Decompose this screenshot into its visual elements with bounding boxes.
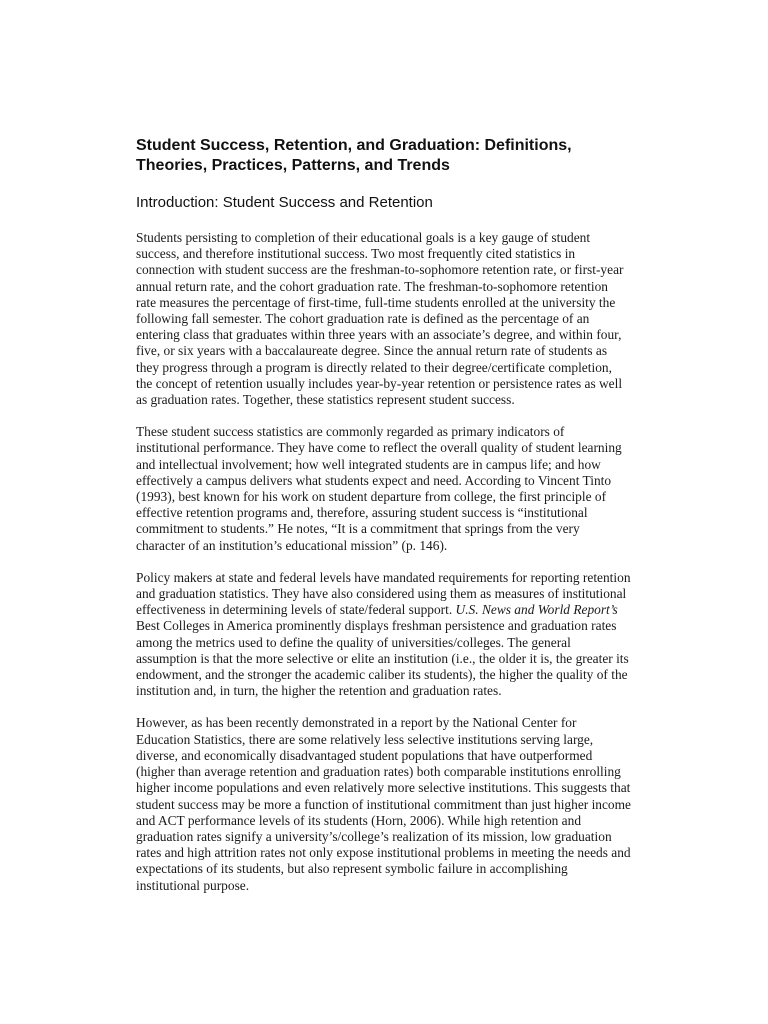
text-line: Policy makers at state and federal levels have mandated requirements for reporting retention <box>136 569 631 585</box>
text-line: graduation rates signify a university’s/college’s realization of its mission, low graduation <box>136 828 612 844</box>
publication-title: U.S. News and World Report’s <box>455 602 618 618</box>
text-line: diverse, and economically disadvantaged student populations that have outperformed <box>136 747 593 763</box>
text-line: student success may be more a function of institutional commitment than just higher income <box>136 796 631 812</box>
section-heading: Introduction: Student Success and Retention <box>136 194 433 211</box>
text-line: effectively a campus delivers what students expect and need. According to Vincent Tinto <box>136 472 612 488</box>
text-line: the concept of retention usually includes year-by-year retention or persistence rates as well <box>136 375 623 391</box>
text-line: five, or six years with a baccalaureate degree. Since the annual return rate of students as <box>136 343 608 359</box>
text-line: annual return rate, and the cohort graduation rate. The freshman-to-sophomore retention <box>136 278 608 294</box>
text-line: institution and, in turn, the higher the retention and graduation rates. <box>136 683 502 699</box>
text-line: Best Colleges in America prominently displays freshman persistence and graduation rates <box>136 618 617 634</box>
paragraph-3 <box>136 570 646 700</box>
text-line: and graduation statistics. They have also considered using them as measures of institutional <box>136 586 627 602</box>
text-line: (higher than average retention and graduation rates) both comparable institutions enrolling <box>136 764 621 780</box>
text-line: following fall semester. The cohort graduation rate is defined as the percentage of an <box>136 311 590 327</box>
text-line: assumption is that the more selective or elite an institution (i.e., the older it is, the greater its <box>136 650 629 666</box>
text-line: institutional performance. They have come to reflect the overall quality of student learning <box>136 440 622 456</box>
paragraph-4 <box>136 715 646 893</box>
text-line: expectations of its students, but also represent symbolic failure in accomplishing <box>136 861 568 877</box>
text-line: These student success statistics are commonly regarded as primary indicators of <box>136 424 565 440</box>
text-line: connection with student success are the freshman-to-sophomore retention rate, or first-year <box>136 262 624 278</box>
text-line: rates and high attrition rates not only expose institutional problems in meeting the needs and <box>136 845 631 861</box>
document-title <box>136 136 646 176</box>
paragraph-1 <box>136 230 646 408</box>
text-line: they progress through a program is directly related to their degree/certificate completion, <box>136 359 612 375</box>
document-content <box>136 136 646 894</box>
text-line: as graduation rates. Together, these statistics represent student success. <box>136 392 515 408</box>
text-line: higher income populations and even relatively more selective institutions. This suggests that <box>136 780 631 796</box>
text-line: However, as has been recently demonstrated in a report by the National Center for <box>136 715 577 731</box>
text-line: commitment to students.” He notes, “It is a commitment that springs from the very <box>136 521 580 537</box>
text-segment: effectiveness in determining levels of state/federal support. <box>136 602 456 618</box>
document-title-line: Student Success, Retention, and Graduation: Definitions, <box>136 137 572 154</box>
text-line: rate measures the percentage of first-time, full-time students enrolled at the university the <box>136 294 616 310</box>
document-title-line: Theories, Practices, Patterns, and Trends <box>136 157 450 174</box>
text-line: among the metrics used to define the quality of universities/colleges. The general <box>136 634 571 650</box>
text-line: and intellectual involvement; how well integrated students are in campus life; and how <box>136 456 601 472</box>
text-line: endowment, and the stronger the academic caliber its students), the higher the quality of the <box>136 667 628 683</box>
text-line: success, and therefore institutional success. Two most frequently cited statistics in <box>136 246 576 262</box>
text-line: Students persisting to completion of their educational goals is a key gauge of student <box>136 230 591 245</box>
text-line: and ACT performance levels of its students (Horn, 2006). While high retention and <box>136 812 582 828</box>
text-line: effective retention programs and, therefore, assuring student success is “institutional <box>136 505 588 521</box>
paragraph-2 <box>136 424 646 554</box>
text-line: entering class that graduates within three years with an associate’s degree, and within four, <box>136 327 622 343</box>
text-line: Education Statistics, there are some relatively less selective institutions serving large, <box>136 731 594 747</box>
text-line <box>136 602 646 618</box>
text-line: character of an institution’s educational mission” (p. 146). <box>136 537 448 553</box>
text-line: (1993), best known for his work on student departure from college, the first principle of <box>136 489 607 505</box>
text-line: institutional purpose. <box>136 877 250 893</box>
